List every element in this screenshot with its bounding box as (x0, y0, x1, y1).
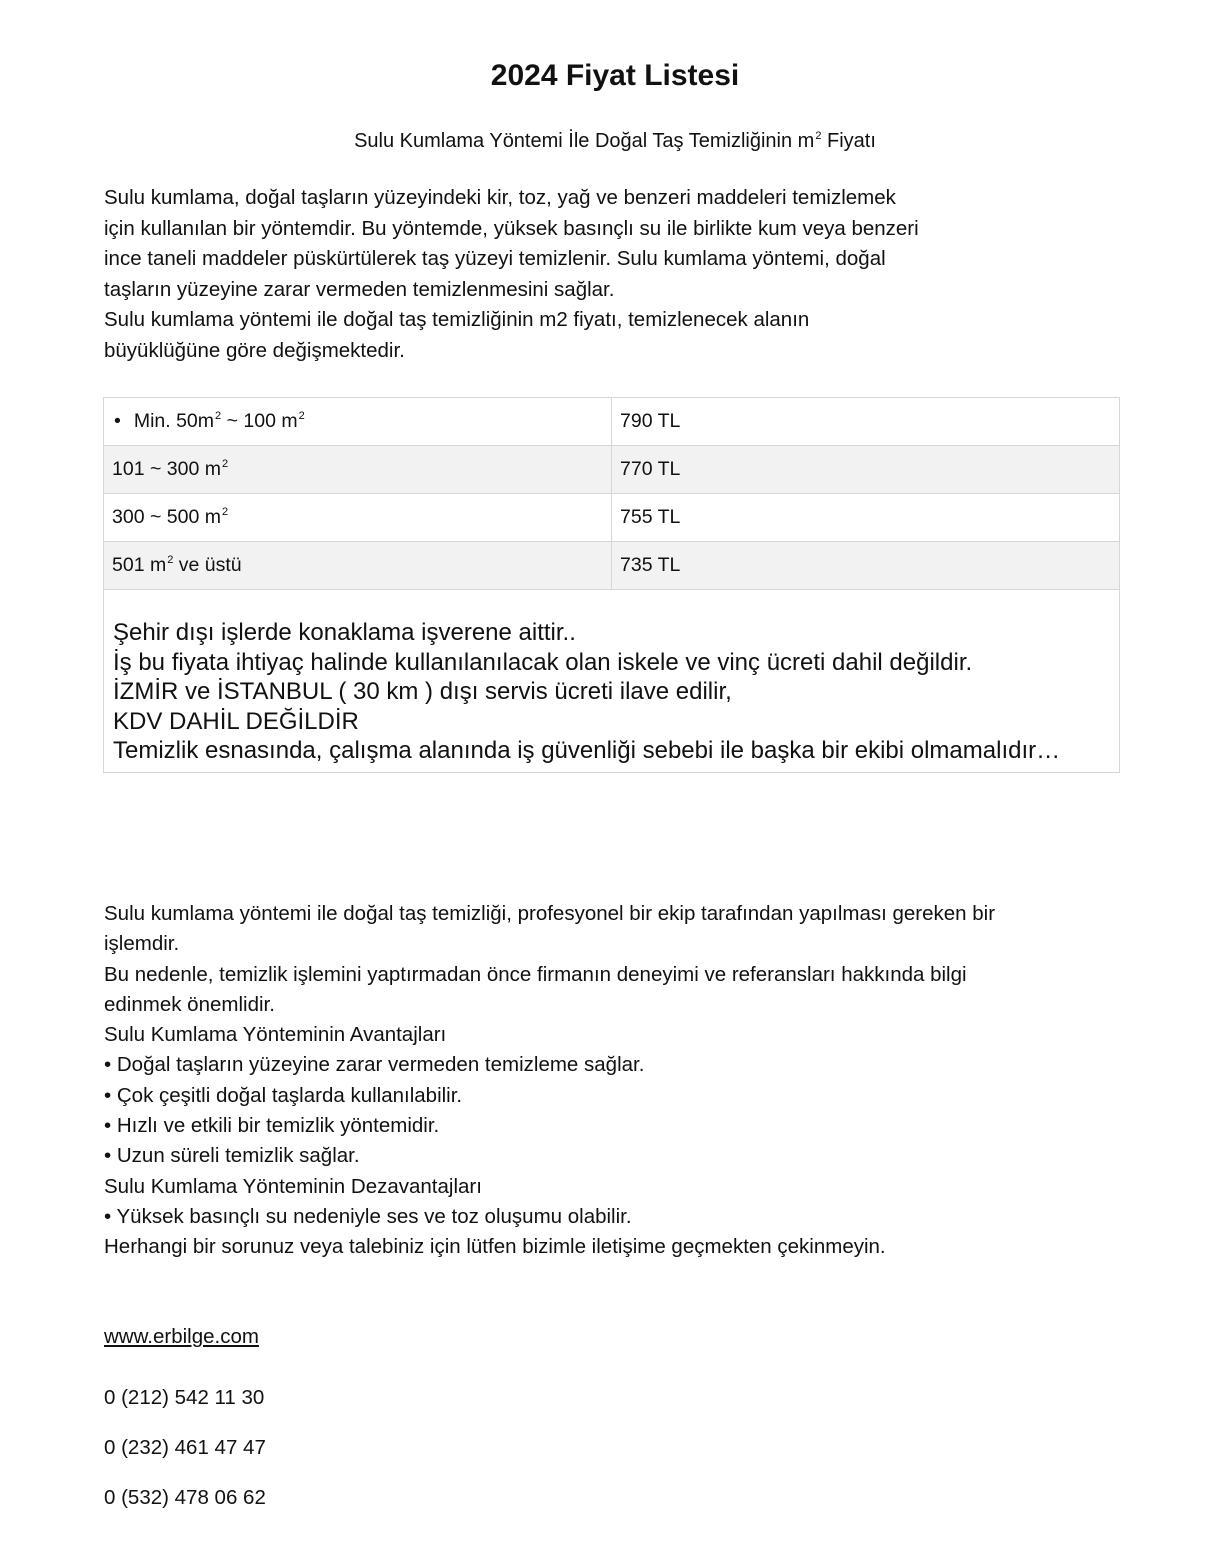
note-line: İZMİR ve İSTANBUL ( 30 km ) dışı servis ücreti ilave edilir, (113, 678, 732, 705)
area-range-text: 501 m (112, 554, 167, 576)
intro-line: ince taneli maddeler püskürtülerek taş yüzeyi temizlenir. Sulu kumlama yöntemi, doğal (104, 247, 886, 270)
table-row (104, 398, 1120, 446)
intro-line: büyüklüğüne göre değişmektedir. (104, 338, 405, 362)
price-cell: 755 TL (612, 494, 1120, 542)
phone-number: 0 (212) 542 11 30 (104, 1386, 265, 1409)
area-range-cell (104, 446, 612, 494)
price-table (103, 397, 1120, 773)
body-line: işlemdir. (104, 932, 180, 956)
area-superscript: 2 (298, 410, 305, 422)
advantage-item: • Uzun süreli temizlik sağlar. (104, 1144, 360, 1168)
page-subtitle (0, 122, 1230, 155)
website-line (104, 1323, 259, 1351)
intro-line: için kullanılan bir yöntemdir. Bu yöntemde, yüksek basınçlı su ile birlikte kum veya benzeri (104, 216, 919, 240)
area-superscript: 2 (167, 554, 174, 566)
area-range-cell (104, 494, 612, 542)
subtitle-superscript: 2 (815, 130, 822, 142)
price-cell: 790 TL (612, 398, 1120, 446)
details-section (104, 899, 1134, 1263)
area-range-text: 300 ~ 500 m (112, 506, 221, 528)
price-cell: 735 TL (612, 542, 1120, 590)
notes-cell (104, 590, 1120, 773)
advantage-item: • Doğal taşların yüzeyine zarar vermeden temizleme sağlar. (104, 1053, 645, 1077)
area-range-text: 101 ~ 300 m (112, 458, 221, 480)
closing-line: Herhangi bir sorunuz veya talebiniz için lütfen bizimle iletişime geçmekten çekinmeyin. (104, 1235, 886, 1259)
price-cell: 770 TL (612, 446, 1120, 494)
note-line: İş bu fiyata ihtiyaç halinde kullanılanılacak olan iskele ve vinç ücreti dahil değildir. (113, 648, 973, 676)
area-superscript: 2 (221, 458, 229, 470)
phone-number: 0 (532) 478 06 62 (104, 1486, 266, 1509)
area-range-cell (104, 542, 612, 590)
table-row (104, 494, 1120, 542)
subtitle-text: Sulu Kumlama Yöntemi İle Doğal Taş Temizliğinin m (354, 130, 815, 152)
area-range-text: ve üstü (173, 554, 242, 576)
intro-line: Sulu kumlama yöntemi ile doğal taş temizliğinin m2 fiyatı, temizlenecek alanın (104, 308, 810, 331)
area-range-text: Min. 50m (133, 410, 215, 432)
note-line: Temizlik esnasında, çalışma alanında iş güvenliği sebebi ile başka bir ekibi olmamalıdır… (113, 737, 1061, 764)
advantage-item: • Çok çeşitli doğal taşlarda kullanılabilir. (104, 1083, 463, 1107)
phone-number: 0 (232) 461 47 47 (104, 1436, 266, 1459)
intro-line: Sulu kumlama, doğal taşların yüzeyindeki kir, toz, yağ ve benzeri maddeleri temizlemek (104, 186, 896, 209)
disadvantages-heading: Sulu Kumlama Yönteminin Dezavantajları (104, 1174, 482, 1198)
disadvantage-item: • Yüksek basınçlı su nedeniyle ses ve toz oluşumu olabilir. (104, 1204, 632, 1228)
website-link[interactable]: www.erbilge.com (104, 1325, 259, 1348)
area-range-text: ~ 100 m (221, 410, 298, 432)
advantage-item: • Hızlı ve etkili bir temizlik yöntemidir. (104, 1114, 440, 1138)
table-row (104, 542, 1120, 590)
intro-line: taşların yüzeyine zarar vermeden temizlenmesini sağlar. (104, 277, 615, 301)
page-title: 2024 Fiyat Listesi (490, 59, 740, 92)
intro-paragraph (104, 183, 1064, 366)
subtitle-suffix: Fiyatı (821, 130, 876, 152)
area-superscript: 2 (215, 410, 222, 422)
note-line: Şehir dışı işlerde konaklama işverene aittir.. (113, 619, 576, 646)
area-superscript: 2 (221, 506, 229, 518)
table-notes-row (104, 590, 1120, 773)
bullet: • (114, 410, 121, 432)
table-row (104, 446, 1120, 494)
body-line: edinmek önemlidir. (104, 992, 275, 1016)
note-line: KDV DAHİL DEĞİLDİR (113, 707, 359, 735)
area-range-cell (104, 398, 612, 446)
advantages-heading: Sulu Kumlama Yönteminin Avantajları (104, 1023, 447, 1047)
body-line: Sulu kumlama yöntemi ile doğal taş temizliği, profesyonel bir ekip tarafından yapılması gereken bir (104, 902, 996, 925)
body-line: Bu nedenle, temizlik işlemini yaptırmadan önce firmanın deneyimi ve referansları hakkında bilgi (104, 962, 967, 986)
